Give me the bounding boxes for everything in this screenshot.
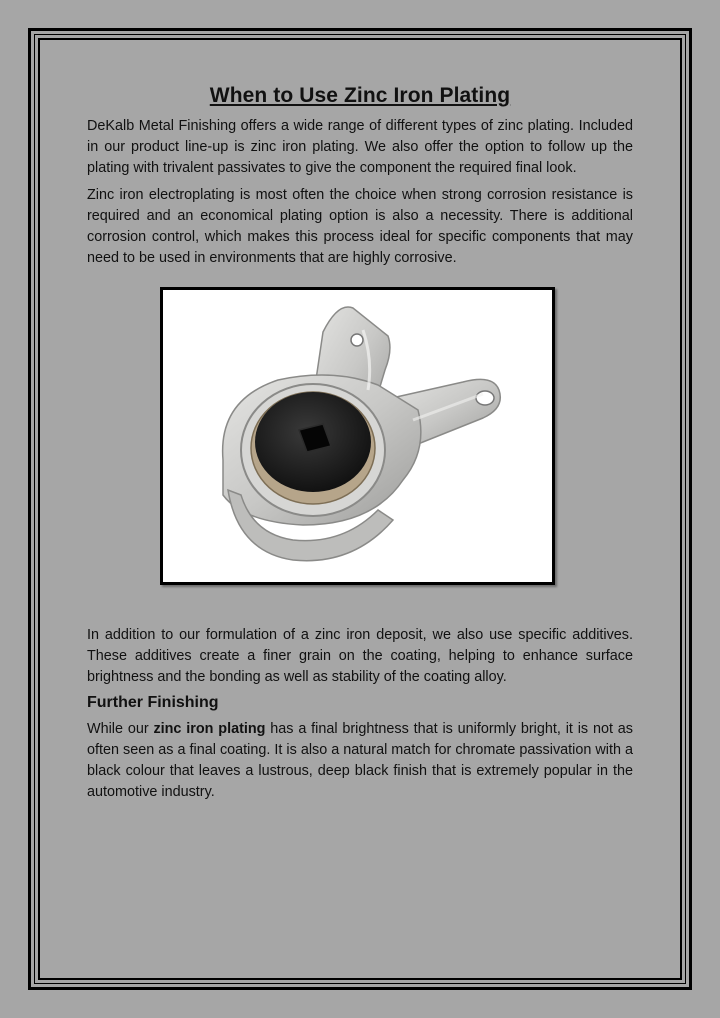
- document-body: [87, 84, 633, 809]
- page-title: When to Use Zinc Iron Plating: [209, 84, 511, 107]
- paragraph-corrosion: Zinc iron electroplating is most often the choice when strong corrosion resistance is required and an economical plating option is also a necessity. There is additional corrosion control, which makes this process ideal for specific components that may need to be used in environments that are highly corrosive.: [87, 187, 633, 266]
- paragraph-intro: DeKalb Metal Finishing offers a wide range of different types of zinc plating. Included in our product line-up is zinc iron plating. We also offer the option to follow up the plating with trivalent passivates to give the component the required final look.: [87, 118, 633, 176]
- bracket-image: [163, 290, 552, 582]
- para4-prefix: While our: [87, 721, 154, 737]
- zinc-iron-plating-link[interactable]: zinc iron plating: [153, 721, 266, 737]
- para4-suffix: has a final brightness that is uniformly bright, it is not as often seen as a final coating. It is also a natural match for chromate passivation with a black colour that leaves a lustrous, deep black finish that is extremely popular in the automotive industry.: [87, 721, 633, 800]
- paragraph-further-finishing: [87, 719, 633, 803]
- product-photo: [160, 287, 555, 585]
- paragraph-additives: In addition to our formulation of a zinc iron deposit, we also use specific additives. These additives create a finer grain on the coating, helping to enhance surface brightness and the bonding as well as stability of the coating alloy.: [87, 627, 633, 685]
- subheading-further-finishing: Further Finishing: [87, 694, 219, 711]
